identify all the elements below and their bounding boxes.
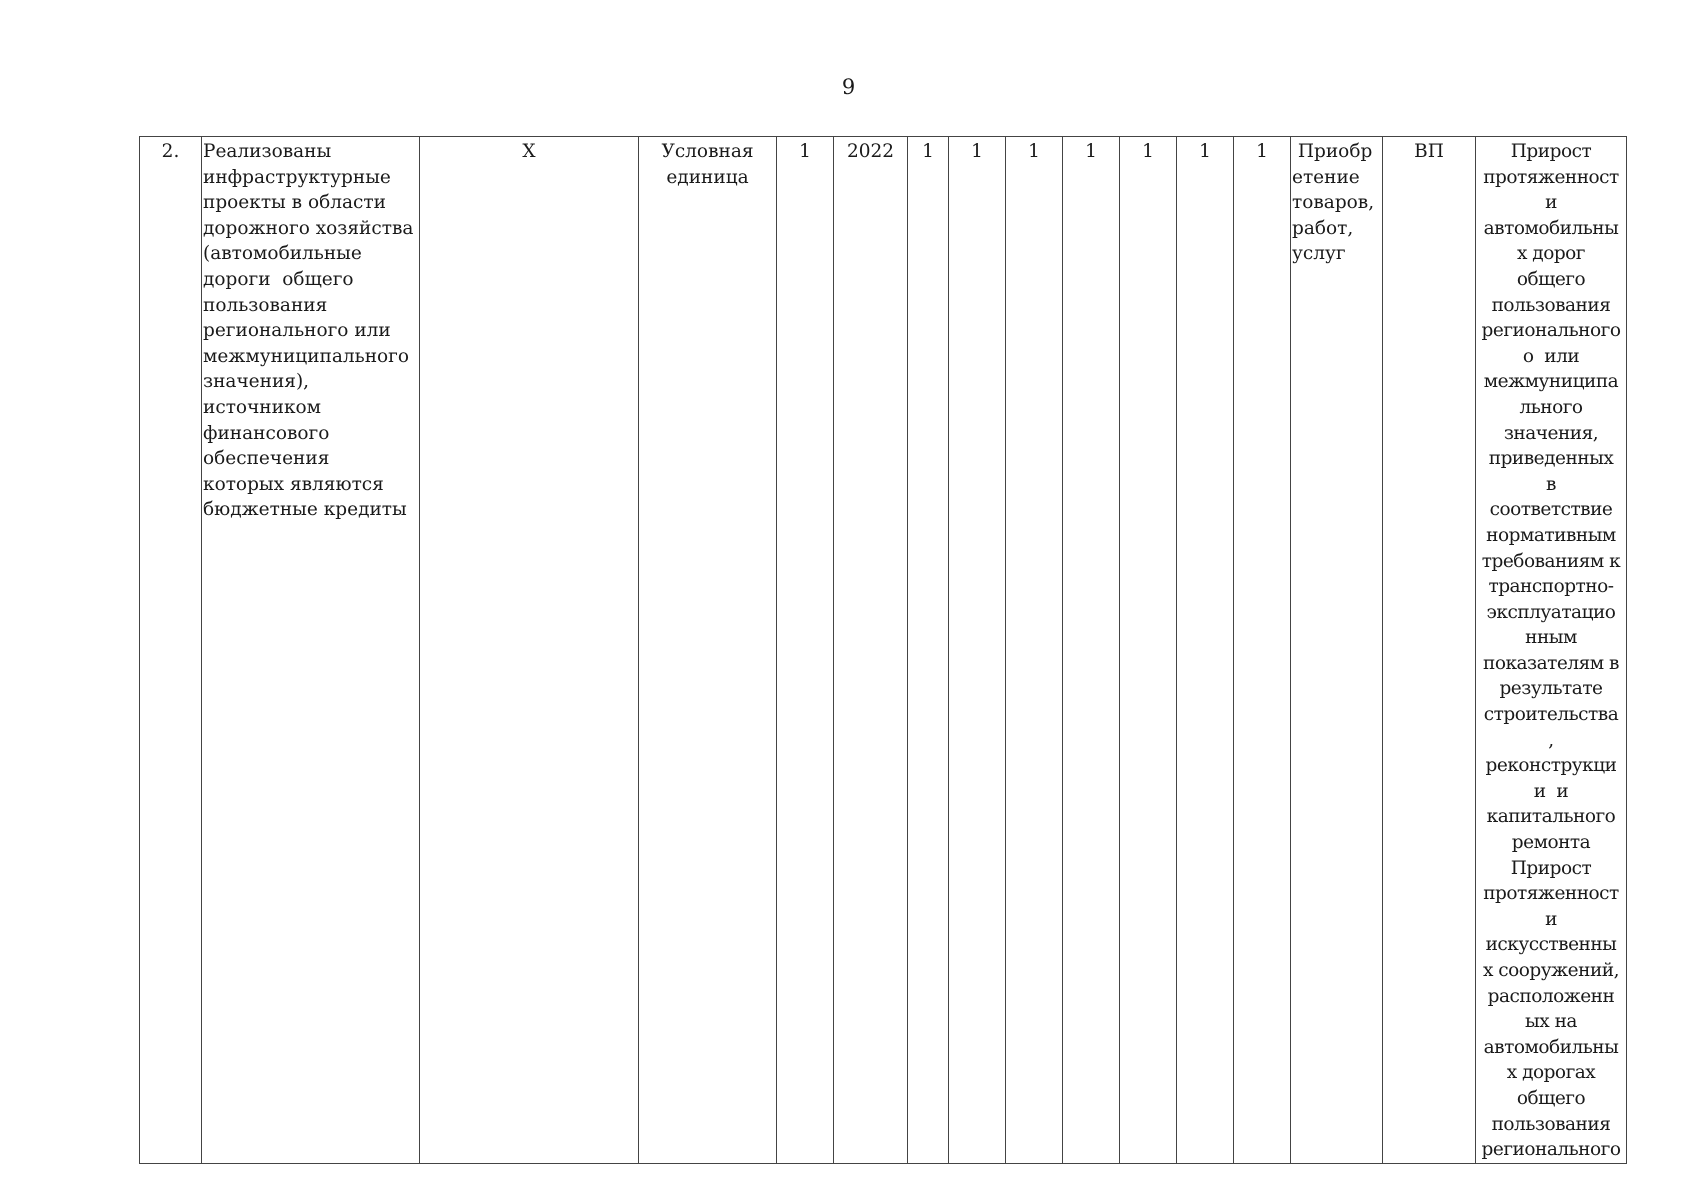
result-line: значения), xyxy=(203,371,310,393)
type-line: етение xyxy=(1292,166,1360,188)
outcome-line: общего xyxy=(1516,268,1586,290)
outcome-line: общего xyxy=(1516,1087,1586,1109)
type-line: услуг xyxy=(1292,243,1346,265)
characteristic-cell: Х xyxy=(420,137,639,1164)
table-row xyxy=(140,137,1627,1164)
outcome-line: ых на xyxy=(1525,1011,1577,1033)
outcome-line: автомобильны xyxy=(1483,217,1619,239)
outcome-line: межмуниципа xyxy=(1483,371,1619,393)
outcome-line: автомобильны xyxy=(1483,1036,1619,1058)
outcome-line: , xyxy=(1548,729,1554,751)
outcome-line: требованиям к xyxy=(1481,550,1621,572)
result-line: дороги общего xyxy=(203,268,354,290)
result-line: которых являются xyxy=(203,473,384,495)
outcome-line: нным xyxy=(1525,627,1577,649)
result-line: пользования xyxy=(203,294,328,316)
outcome-line: регионального xyxy=(1481,1139,1621,1161)
outcome-line: показателям в xyxy=(1483,652,1619,674)
result-name-cell xyxy=(202,137,420,1164)
outcome-line: протяженност xyxy=(1483,166,1619,188)
outcome-line: приведенных xyxy=(1488,448,1614,470)
outcome-line: ремонта xyxy=(1511,832,1591,854)
result-line: инфраструктурные xyxy=(203,166,391,188)
row-index: 2. xyxy=(140,137,202,1164)
results-table xyxy=(139,136,1627,1164)
outcome-line: х дорогах xyxy=(1506,1062,1596,1084)
type-line: работ, xyxy=(1292,217,1354,239)
outcome-line: и и xyxy=(1533,780,1569,802)
outcome-line: о или xyxy=(1522,345,1580,367)
result-line: бюджетные кредиты xyxy=(203,499,407,521)
page-number: 9 xyxy=(841,75,856,99)
result-line: финансового xyxy=(203,422,330,444)
outcome-line: строительства xyxy=(1483,704,1619,726)
outcome-line: х сооружений, xyxy=(1482,960,1620,981)
unit-cell xyxy=(639,137,777,1164)
base-value-cell: 1 xyxy=(777,137,834,1164)
outcome-line: капитального xyxy=(1486,806,1616,828)
type-line: товаров, xyxy=(1292,192,1375,214)
period-value-cell: 1 xyxy=(949,137,1006,1164)
result-line: проекты в области xyxy=(203,192,386,214)
outcome-line: значения, xyxy=(1503,422,1599,444)
code-cell: ВП xyxy=(1383,137,1476,1164)
result-line: (автомобильные xyxy=(203,243,362,265)
outcome-line: реконструкци xyxy=(1485,755,1617,777)
outcome-line: эксплуатацио xyxy=(1486,601,1616,623)
unit-line: единица xyxy=(666,166,749,188)
result-line: Реализованы xyxy=(203,141,332,162)
outcome-line: транспортно- xyxy=(1488,576,1614,598)
outcome-cell xyxy=(1476,137,1627,1164)
outcome-line: пользования xyxy=(1491,294,1611,316)
outcome-line: Прирост xyxy=(1510,857,1592,879)
outcome-line: и xyxy=(1545,192,1557,214)
period-value-cell: 1 xyxy=(1063,137,1120,1164)
period-value-cell: 1 xyxy=(1120,137,1177,1164)
result-line: обеспечения xyxy=(203,448,330,470)
outcome-line: х дорог xyxy=(1516,243,1586,265)
base-year-cell: 2022 xyxy=(834,137,908,1164)
period-value-cell: 1 xyxy=(908,137,949,1164)
result-line: межмуниципального xyxy=(203,345,410,367)
outcome-line: и xyxy=(1545,908,1557,930)
result-line: источником xyxy=(203,396,322,418)
outcome-line: в xyxy=(1546,473,1556,495)
result-line: дорожного хозяйства xyxy=(203,217,414,239)
outcome-line: регионального xyxy=(1481,320,1621,342)
period-value-cell: 1 xyxy=(1177,137,1234,1164)
outcome-line: протяженност xyxy=(1483,883,1619,905)
period-value-cell: 1 xyxy=(1234,137,1291,1164)
outcome-line: результате xyxy=(1499,678,1603,700)
outcome-line: нормативным xyxy=(1486,524,1616,546)
outcome-line: Прирост xyxy=(1510,141,1592,162)
outcome-line: расположенн xyxy=(1487,985,1615,1007)
type-line: Приобр xyxy=(1292,141,1373,162)
outcome-line: льного xyxy=(1519,396,1583,418)
period-value-cell: 1 xyxy=(1006,137,1063,1164)
result-line: регионального или xyxy=(203,320,391,342)
outcome-line: пользования xyxy=(1491,1113,1611,1135)
outcome-line: искусственны xyxy=(1485,934,1617,956)
unit-line: Условная xyxy=(661,141,754,162)
outcome-line: соответствие xyxy=(1489,499,1613,521)
type-cell xyxy=(1291,137,1383,1164)
